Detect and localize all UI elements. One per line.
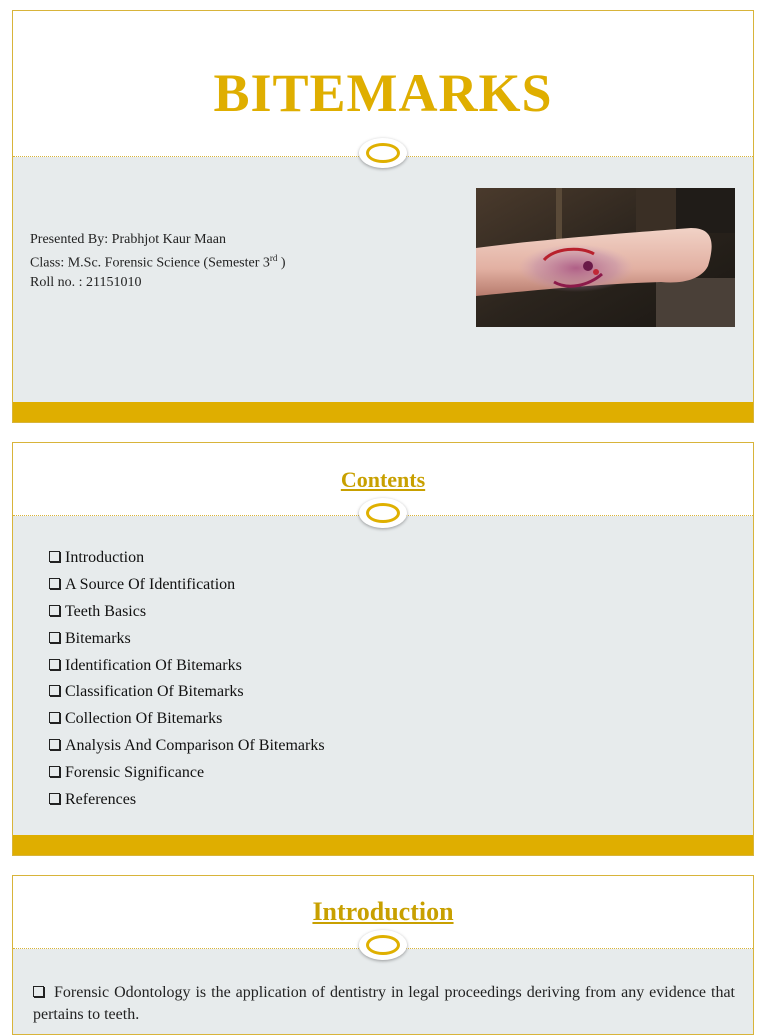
list-item: Analysis And Comparison Of Bitemarks	[49, 733, 325, 760]
square-bullet-icon	[49, 632, 60, 643]
list-item: Identification Of Bitemarks	[49, 652, 325, 679]
intro-paragraph: Forensic Odontology is the application of dentistry in legal proceedings deriving from any evidence that pertains to teeth.	[33, 984, 735, 1023]
square-bullet-icon	[49, 766, 60, 777]
list-item: Bitemarks	[49, 625, 325, 652]
square-bullet-icon	[49, 712, 60, 723]
list-item: A Source Of Identification	[49, 572, 325, 599]
list-item: Introduction	[49, 545, 325, 572]
footer-bar	[13, 835, 753, 855]
list-item: References	[49, 786, 325, 813]
square-bullet-icon	[49, 685, 60, 696]
list-item: Forensic Significance	[49, 759, 325, 786]
section-title: Introduction	[312, 897, 454, 926]
page-title: BITEMARKS	[213, 62, 553, 123]
square-bullet-icon	[49, 578, 60, 589]
gold-ring-icon	[359, 930, 407, 960]
slide-contents	[12, 442, 754, 856]
roll-number: Roll no. : 21151010	[30, 274, 142, 290]
slide-header	[13, 11, 753, 157]
square-bullet-icon	[33, 986, 44, 997]
class-line: Class: M.Sc. Forensic Science (Semester 3rd )	[30, 253, 286, 271]
contents-list	[49, 545, 325, 813]
square-bullet-icon	[49, 605, 60, 616]
list-item: Collection Of Bitemarks	[49, 706, 325, 733]
square-bullet-icon	[49, 551, 60, 562]
section-title: Contents	[340, 467, 426, 492]
slide-introduction	[12, 875, 754, 1035]
list-item: Teeth Basics	[49, 599, 325, 626]
footer-bar	[13, 402, 753, 422]
presenter-info	[30, 230, 286, 292]
square-bullet-icon	[49, 739, 60, 750]
gold-ring-icon	[359, 498, 407, 528]
bitemark-photo	[476, 188, 735, 327]
list-item: Classification Of Bitemarks	[49, 679, 325, 706]
gold-ring-icon	[359, 138, 407, 168]
square-bullet-icon	[49, 659, 60, 670]
presented-by: Presented By: Prabhjot Kaur Maan	[30, 232, 226, 247]
slide-title	[12, 10, 754, 423]
square-bullet-icon	[49, 793, 60, 804]
